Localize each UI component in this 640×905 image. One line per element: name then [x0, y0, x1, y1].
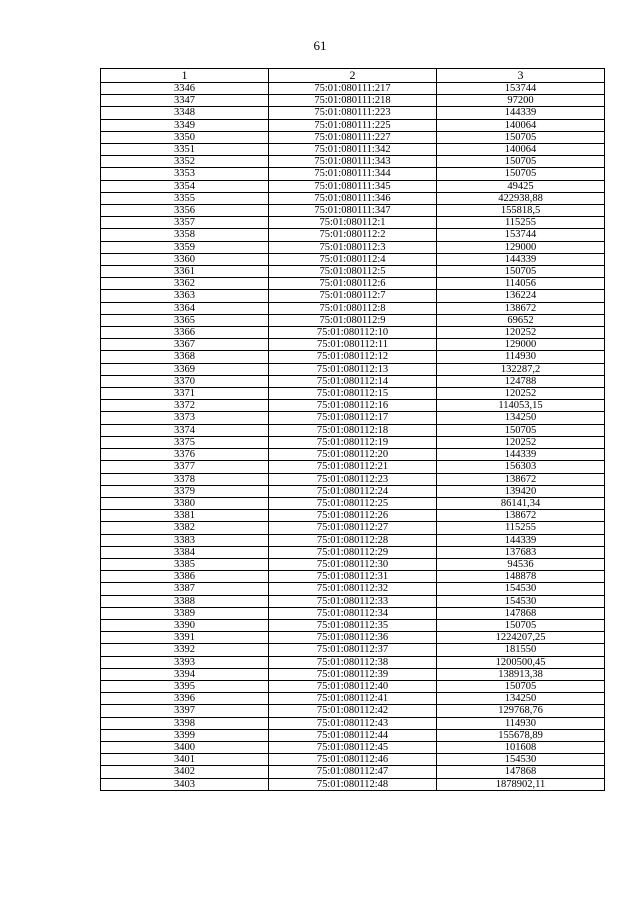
cadastral-number-cell: 75:01:080112:23	[269, 473, 437, 485]
table-row	[101, 168, 605, 180]
column-header-2: 2	[269, 69, 437, 83]
cadastral-number-cell: 75:01:080112:48	[269, 778, 437, 790]
value-cell: 147868	[437, 607, 605, 619]
row-number-cell: 3350	[101, 131, 269, 143]
value-cell: 115255	[437, 217, 605, 229]
value-cell: 138913,38	[437, 668, 605, 680]
row-number-cell: 3357	[101, 217, 269, 229]
value-cell: 94536	[437, 558, 605, 570]
table-row	[101, 144, 605, 156]
row-number-cell: 3361	[101, 266, 269, 278]
row-number-cell: 3370	[101, 375, 269, 387]
cadastral-number-cell: 75:01:080112:4	[269, 253, 437, 265]
value-cell: 155678,89	[437, 729, 605, 741]
value-cell: 150705	[437, 156, 605, 168]
row-number-cell: 3346	[101, 83, 269, 95]
value-cell: 49425	[437, 180, 605, 192]
value-cell: 144339	[437, 534, 605, 546]
value-cell: 144339	[437, 253, 605, 265]
table-row	[101, 229, 605, 241]
cadastral-number-cell: 75:01:080112:30	[269, 558, 437, 570]
row-number-cell: 3389	[101, 607, 269, 619]
table-row	[101, 217, 605, 229]
cadastral-number-cell: 75:01:080112:31	[269, 571, 437, 583]
cadastral-number-cell: 75:01:080112:7	[269, 290, 437, 302]
cadastral-number-cell: 75:01:080112:21	[269, 461, 437, 473]
table-row	[101, 522, 605, 534]
row-number-cell: 3375	[101, 436, 269, 448]
value-cell: 154530	[437, 754, 605, 766]
cadastral-number-cell: 75:01:080112:1	[269, 217, 437, 229]
cadastral-number-cell: 75:01:080112:44	[269, 729, 437, 741]
value-cell: 154530	[437, 595, 605, 607]
value-cell: 150705	[437, 424, 605, 436]
table-row	[101, 680, 605, 692]
row-number-cell: 3400	[101, 741, 269, 753]
value-cell: 147868	[437, 766, 605, 778]
data-table	[100, 68, 605, 791]
row-number-cell: 3359	[101, 241, 269, 253]
table-row	[101, 534, 605, 546]
row-number-cell: 3384	[101, 546, 269, 558]
row-number-cell: 3385	[101, 558, 269, 570]
cadastral-number-cell: 75:01:080112:11	[269, 339, 437, 351]
table-row	[101, 131, 605, 143]
row-number-cell: 3363	[101, 290, 269, 302]
row-number-cell: 3402	[101, 766, 269, 778]
value-cell: 134250	[437, 412, 605, 424]
row-number-cell: 3351	[101, 144, 269, 156]
value-cell: 120252	[437, 327, 605, 339]
value-cell: 150705	[437, 266, 605, 278]
value-cell: 155818,5	[437, 205, 605, 217]
value-cell: 138672	[437, 302, 605, 314]
table-row	[101, 644, 605, 656]
table-row	[101, 107, 605, 119]
row-number-cell: 3352	[101, 156, 269, 168]
row-number-cell: 3387	[101, 583, 269, 595]
value-cell: 154530	[437, 583, 605, 595]
table-row	[101, 119, 605, 131]
row-number-cell: 3393	[101, 656, 269, 668]
value-cell: 150705	[437, 168, 605, 180]
value-cell: 1200500,45	[437, 656, 605, 668]
value-cell: 138672	[437, 473, 605, 485]
table-row	[101, 180, 605, 192]
value-cell: 69652	[437, 314, 605, 326]
cadastral-number-cell: 75:01:080112:25	[269, 497, 437, 509]
table-row	[101, 766, 605, 778]
cadastral-number-cell: 75:01:080112:27	[269, 522, 437, 534]
value-cell: 129000	[437, 241, 605, 253]
row-number-cell: 3358	[101, 229, 269, 241]
table-row	[101, 583, 605, 595]
table-row	[101, 290, 605, 302]
cadastral-number-cell: 75:01:080111:344	[269, 168, 437, 180]
column-header-3: 3	[437, 69, 605, 83]
value-cell: 140064	[437, 119, 605, 131]
row-number-cell: 3376	[101, 449, 269, 461]
table-row	[101, 656, 605, 668]
value-cell: 422938,88	[437, 192, 605, 204]
value-cell: 150705	[437, 619, 605, 631]
row-number-cell: 3356	[101, 205, 269, 217]
cadastral-number-cell: 75:01:080112:37	[269, 644, 437, 656]
table-row	[101, 192, 605, 204]
cadastral-number-cell: 75:01:080112:39	[269, 668, 437, 680]
row-number-cell: 3355	[101, 192, 269, 204]
table-row	[101, 266, 605, 278]
table-row	[101, 83, 605, 95]
row-number-cell: 3364	[101, 302, 269, 314]
value-cell: 144339	[437, 107, 605, 119]
value-cell: 114930	[437, 717, 605, 729]
value-cell: 115255	[437, 522, 605, 534]
value-cell: 1224207,25	[437, 632, 605, 644]
table-row	[101, 412, 605, 424]
cadastral-number-cell: 75:01:080112:32	[269, 583, 437, 595]
cadastral-number-cell: 75:01:080112:43	[269, 717, 437, 729]
row-number-cell: 3398	[101, 717, 269, 729]
value-cell: 132287,2	[437, 363, 605, 375]
row-number-cell: 3391	[101, 632, 269, 644]
value-cell: 150705	[437, 680, 605, 692]
cadastral-number-cell: 75:01:080112:12	[269, 351, 437, 363]
row-number-cell: 3365	[101, 314, 269, 326]
row-number-cell: 3383	[101, 534, 269, 546]
row-number-cell: 3397	[101, 705, 269, 717]
cadastral-number-cell: 75:01:080112:41	[269, 693, 437, 705]
cadastral-number-cell: 75:01:080112:34	[269, 607, 437, 619]
cadastral-number-cell: 75:01:080112:47	[269, 766, 437, 778]
table-row	[101, 253, 605, 265]
value-cell: 136224	[437, 290, 605, 302]
cadastral-number-cell: 75:01:080112:5	[269, 266, 437, 278]
cadastral-number-cell: 75:01:080111:223	[269, 107, 437, 119]
value-cell: 181550	[437, 644, 605, 656]
table-row	[101, 741, 605, 753]
cadastral-number-cell: 75:01:080112:38	[269, 656, 437, 668]
table-header	[101, 69, 605, 83]
table-row	[101, 156, 605, 168]
row-number-cell: 3372	[101, 400, 269, 412]
row-number-cell: 3378	[101, 473, 269, 485]
table-row	[101, 302, 605, 314]
table-row	[101, 497, 605, 509]
cadastral-number-cell: 75:01:080112:3	[269, 241, 437, 253]
cadastral-number-cell: 75:01:080112:36	[269, 632, 437, 644]
row-number-cell: 3353	[101, 168, 269, 180]
cadastral-number-cell: 75:01:080112:26	[269, 510, 437, 522]
table-body	[101, 83, 605, 791]
table-row	[101, 693, 605, 705]
row-number-cell: 3362	[101, 278, 269, 290]
value-cell: 124788	[437, 375, 605, 387]
row-number-cell: 3347	[101, 95, 269, 107]
table-row	[101, 510, 605, 522]
value-cell: 139420	[437, 485, 605, 497]
row-number-cell: 3395	[101, 680, 269, 692]
row-number-cell: 3399	[101, 729, 269, 741]
value-cell: 86141,34	[437, 497, 605, 509]
cadastral-number-cell: 75:01:080112:10	[269, 327, 437, 339]
value-cell: 120252	[437, 388, 605, 400]
row-number-cell: 3366	[101, 327, 269, 339]
table-row	[101, 473, 605, 485]
table-row	[101, 558, 605, 570]
value-cell: 1878902,11	[437, 778, 605, 790]
value-cell: 129000	[437, 339, 605, 351]
table-row	[101, 424, 605, 436]
table-row	[101, 95, 605, 107]
table-row	[101, 461, 605, 473]
table-row	[101, 327, 605, 339]
cadastral-number-cell: 75:01:080111:227	[269, 131, 437, 143]
row-number-cell: 3394	[101, 668, 269, 680]
row-number-cell: 3367	[101, 339, 269, 351]
cadastral-number-cell: 75:01:080112:6	[269, 278, 437, 290]
value-cell: 101608	[437, 741, 605, 753]
cadastral-number-cell: 75:01:080112:2	[269, 229, 437, 241]
value-cell: 138672	[437, 510, 605, 522]
row-number-cell: 3396	[101, 693, 269, 705]
table-row	[101, 729, 605, 741]
cadastral-number-cell: 75:01:080112:8	[269, 302, 437, 314]
cadastral-number-cell: 75:01:080111:343	[269, 156, 437, 168]
row-number-cell: 3401	[101, 754, 269, 766]
row-number-cell: 3382	[101, 522, 269, 534]
row-number-cell: 3390	[101, 619, 269, 631]
row-number-cell: 3377	[101, 461, 269, 473]
value-cell: 114930	[437, 351, 605, 363]
row-number-cell: 3369	[101, 363, 269, 375]
value-cell: 144339	[437, 449, 605, 461]
cadastral-number-cell: 75:01:080112:19	[269, 436, 437, 448]
cadastral-number-cell: 75:01:080111:345	[269, 180, 437, 192]
cadastral-number-cell: 75:01:080112:28	[269, 534, 437, 546]
table-row	[101, 278, 605, 290]
table-row	[101, 778, 605, 790]
row-number-cell: 3354	[101, 180, 269, 192]
cadastral-number-cell: 75:01:080112:15	[269, 388, 437, 400]
row-number-cell: 3386	[101, 571, 269, 583]
cadastral-number-cell: 75:01:080112:9	[269, 314, 437, 326]
cadastral-number-cell: 75:01:080112:20	[269, 449, 437, 461]
header-row	[101, 69, 605, 83]
cadastral-number-cell: 75:01:080112:14	[269, 375, 437, 387]
table-row	[101, 436, 605, 448]
table-row	[101, 400, 605, 412]
row-number-cell: 3379	[101, 485, 269, 497]
table-row	[101, 314, 605, 326]
table-row	[101, 241, 605, 253]
row-number-cell: 3368	[101, 351, 269, 363]
row-number-cell: 3392	[101, 644, 269, 656]
table-row	[101, 717, 605, 729]
table-row	[101, 595, 605, 607]
row-number-cell: 3360	[101, 253, 269, 265]
cadastral-number-cell: 75:01:080111:346	[269, 192, 437, 204]
row-number-cell: 3381	[101, 510, 269, 522]
value-cell: 114053,15	[437, 400, 605, 412]
cadastral-number-cell: 75:01:080112:45	[269, 741, 437, 753]
cadastral-number-cell: 75:01:080111:342	[269, 144, 437, 156]
table-row	[101, 363, 605, 375]
table-row	[101, 449, 605, 461]
cadastral-number-cell: 75:01:080112:24	[269, 485, 437, 497]
cadastral-number-cell: 75:01:080111:218	[269, 95, 437, 107]
table-row	[101, 607, 605, 619]
table-row	[101, 668, 605, 680]
cadastral-number-cell: 75:01:080112:18	[269, 424, 437, 436]
cadastral-number-cell: 75:01:080112:42	[269, 705, 437, 717]
value-cell: 153744	[437, 83, 605, 95]
cadastral-number-cell: 75:01:080111:225	[269, 119, 437, 131]
cadastral-number-cell: 75:01:080112:40	[269, 680, 437, 692]
value-cell: 134250	[437, 693, 605, 705]
cadastral-number-cell: 75:01:080111:347	[269, 205, 437, 217]
table-row	[101, 485, 605, 497]
cadastral-number-cell: 75:01:080112:29	[269, 546, 437, 558]
cadastral-number-cell: 75:01:080112:16	[269, 400, 437, 412]
row-number-cell: 3403	[101, 778, 269, 790]
value-cell: 150705	[437, 131, 605, 143]
row-number-cell: 3349	[101, 119, 269, 131]
value-cell: 137683	[437, 546, 605, 558]
row-number-cell: 3371	[101, 388, 269, 400]
value-cell: 140064	[437, 144, 605, 156]
row-number-cell: 3380	[101, 497, 269, 509]
table-row	[101, 351, 605, 363]
value-cell: 156303	[437, 461, 605, 473]
table-row	[101, 546, 605, 558]
value-cell: 114056	[437, 278, 605, 290]
cadastral-number-cell: 75:01:080112:13	[269, 363, 437, 375]
cadastral-number-cell: 75:01:080111:217	[269, 83, 437, 95]
cadastral-number-cell: 75:01:080112:35	[269, 619, 437, 631]
cadastral-number-cell: 75:01:080112:17	[269, 412, 437, 424]
column-header-1: 1	[101, 69, 269, 83]
row-number-cell: 3374	[101, 424, 269, 436]
page-number: 61	[313, 38, 327, 53]
value-cell: 153744	[437, 229, 605, 241]
value-cell: 129768,76	[437, 705, 605, 717]
row-number-cell: 3348	[101, 107, 269, 119]
table-row	[101, 388, 605, 400]
row-number-cell: 3388	[101, 595, 269, 607]
table-row	[101, 339, 605, 351]
cadastral-number-cell: 75:01:080112:33	[269, 595, 437, 607]
table-row	[101, 375, 605, 387]
row-number-cell: 3373	[101, 412, 269, 424]
table-row	[101, 571, 605, 583]
table-row	[101, 619, 605, 631]
table-row	[101, 754, 605, 766]
table-row	[101, 632, 605, 644]
cadastral-number-cell: 75:01:080112:46	[269, 754, 437, 766]
table-row	[101, 205, 605, 217]
table-row	[101, 705, 605, 717]
value-cell: 148878	[437, 571, 605, 583]
value-cell: 97200	[437, 95, 605, 107]
value-cell: 120252	[437, 436, 605, 448]
